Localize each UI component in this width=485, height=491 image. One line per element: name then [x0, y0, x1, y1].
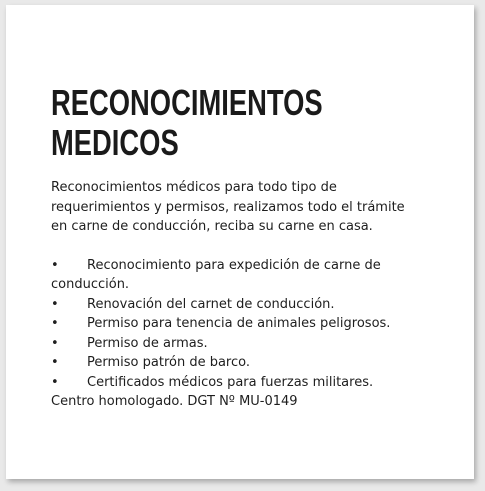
title-line-1: RECONOCIMIENTOS — [51, 82, 323, 123]
list-item-text: Renovación del carnet de conducción. — [87, 296, 335, 312]
bullet-icon: • — [51, 257, 59, 273]
services-list — [51, 256, 401, 393]
list-item-text: Permiso patrón de barco. — [87, 355, 250, 370]
list-item-text: Certificados médicos para fuerzas militares. — [87, 374, 374, 390]
bullet-icon: • — [51, 355, 59, 370]
content-card — [6, 5, 474, 479]
bullet-icon: • — [51, 374, 59, 390]
list-item — [51, 353, 401, 373]
intro-paragraph: Reconocimientos médicos para todo tipo de requerimientos y permisos, realizamos todo el trámite en carne de conducción, reciba su carne en casa. — [51, 180, 405, 234]
card-content — [51, 83, 451, 412]
list-item-text: Permiso de armas. — [87, 335, 208, 351]
list-item — [51, 314, 401, 334]
list-item — [51, 295, 401, 315]
list-item — [51, 373, 401, 393]
title-line-2: MEDICOS — [51, 122, 179, 163]
list-item — [51, 334, 401, 354]
list-item — [51, 256, 401, 295]
page-title — [51, 83, 370, 163]
bullet-icon: • — [51, 335, 59, 351]
list-item-text: Permiso para tenencia de animales peligrosos. — [87, 316, 391, 331]
bullet-icon: • — [51, 296, 59, 312]
list-item-text: Reconocimiento para expedición de carne de conducción. — [51, 257, 381, 292]
certification-note: Centro homologado. DGT Nº MU-0149 — [51, 394, 298, 409]
bullet-icon: • — [51, 316, 59, 331]
